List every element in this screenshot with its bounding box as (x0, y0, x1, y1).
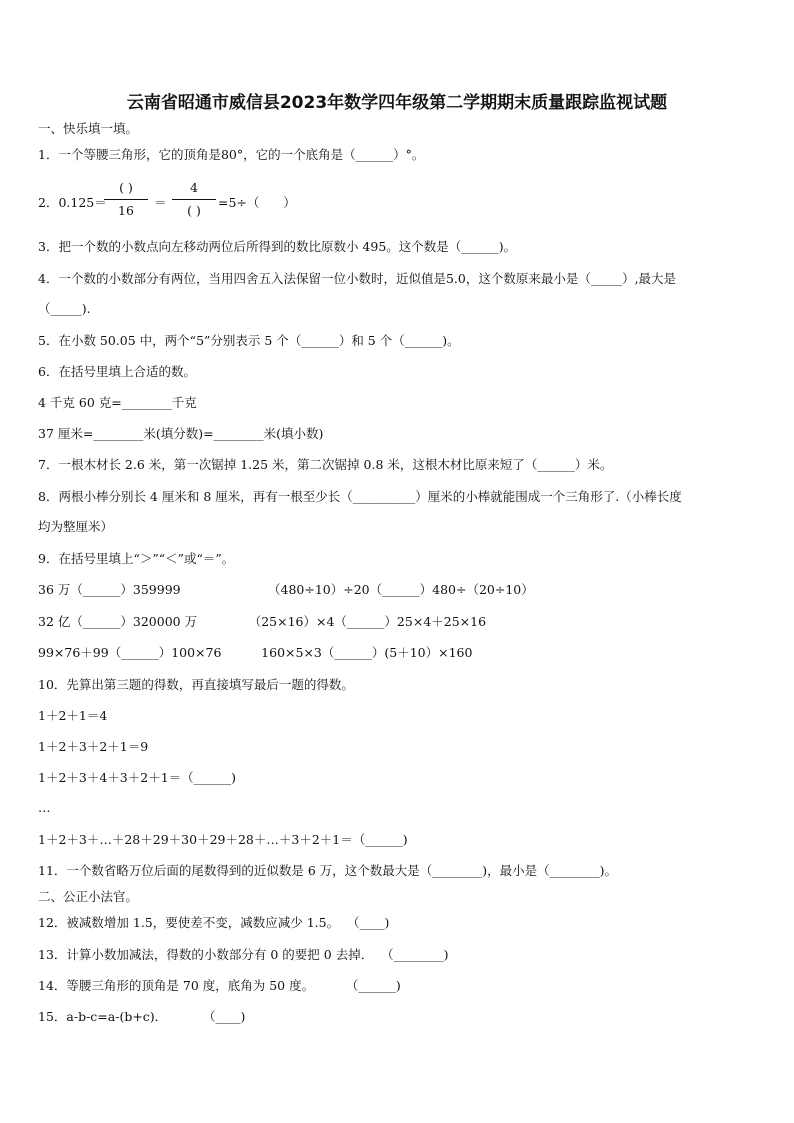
question-6-part-1: 4 千克 60 克=________千克 (38, 395, 197, 410)
question-10-row-3: 1＋2＋3＋4＋3＋2＋1＝（______) (38, 770, 237, 785)
question-4: 4．一个数的小数部分有两位，当用四舍五入法保留一位小数时，近似值是5.0，这个数原来最小是（_____）,最大是 (38, 271, 677, 286)
question-4-cont: （_____). (38, 301, 91, 316)
question-11: 11．一个数省略万位后面的尾数得到的近似数是 6 万，这个数最大是（________)，最小是（________)。 (38, 863, 618, 878)
question-15: 15．a-b-c=a-(b+c)． （____) (38, 1009, 246, 1024)
question-13: 13．计算小数加减法，得数的小数部分有 0 的要把 0 去掉． （________) (38, 947, 449, 962)
question-8: 8．两根小棒分别长 4 厘米和 8 厘米，再有一根至少长（__________）厘米的小棒就能围成一个三角形了.（小棒长度 (38, 489, 682, 504)
question-7: 7．一根木材长 2.6 米，第一次锯掉 1.25 米，第二次锯掉 0.8 米，这根木材比原来短了（______）米。 (38, 457, 613, 472)
fraction-bar (104, 199, 148, 200)
question-2-label: 2．0.125＝ (38, 195, 107, 210)
question-10-ellipsis: … (38, 800, 51, 815)
section-heading-judge: 二、公正小法官。 (38, 889, 139, 904)
question-10-row-2: 1＋2＋3＋2＋1＝9 (38, 739, 149, 754)
question-9-row-3: 99×76＋99（______）100×76 160×5×3（______）(5＋10）×160 (38, 645, 473, 660)
exam-title: 云南省昭通市威信县2023年数学四年级第二学期期末质量跟踪监视试题 (126, 93, 668, 113)
question-10-row-4: 1＋2＋3＋…＋28＋29＋30＋29＋28＋…＋3＋2＋1＝（______) (38, 832, 408, 847)
equals-sign: ＝ (154, 195, 167, 210)
fraction-2-denominator: ( ) (187, 203, 201, 218)
fraction-bar (172, 199, 216, 200)
question-5: 5．在小数 50.05 中，两个“5”分别表示 5 个（______）和 5 个（______)。 (38, 333, 460, 348)
question-10-row-1: 1＋2＋1＝4 (38, 708, 108, 723)
fraction-1 (104, 178, 148, 221)
section-heading-fill: 一、快乐填一填。 (38, 121, 139, 136)
question-9-row-1: 36 万（______）359999 （480÷10）÷20（______）480÷（20÷10） (38, 582, 534, 597)
question-1: 1．一个等腰三角形，它的顶角是80°，它的一个底角是（______）°。 (38, 147, 425, 162)
question-6: 6．在括号里填上合适的数。 (38, 364, 196, 379)
question-12: 12．被减数增加 1.5，要使差不变，减数应减少 1.5。 （____) (38, 915, 390, 930)
question-2-tail: =5÷（ ） (218, 195, 296, 210)
fraction-2 (172, 178, 216, 221)
question-8-cont: 均为整厘米） (38, 519, 114, 534)
question-6-part-2: 37 厘米=________米(填分数)=________米(填小数) (38, 426, 324, 441)
question-2 (38, 178, 438, 224)
question-9: 9．在括号里填上“＞”“＜”或“＝”。 (38, 551, 235, 566)
question-14: 14．等腰三角形的顶角是 70 度，底角为 50 度。 （______) (38, 978, 401, 993)
fraction-1-numerator: ( ) (119, 180, 133, 195)
question-10: 10．先算出第三题的得数，再直接填写最后一题的得数。 (38, 677, 354, 692)
question-9-row-2: 32 亿（______）320000 万 （25×16）×4（______）25×4＋25×16 (38, 614, 487, 629)
question-3: 3．把一个数的小数点向左移动两位后所得到的数比原数小 495。这个数是（______)。 (38, 239, 517, 254)
fraction-2-numerator: 4 (190, 180, 198, 195)
fraction-1-denominator: 16 (118, 203, 134, 218)
